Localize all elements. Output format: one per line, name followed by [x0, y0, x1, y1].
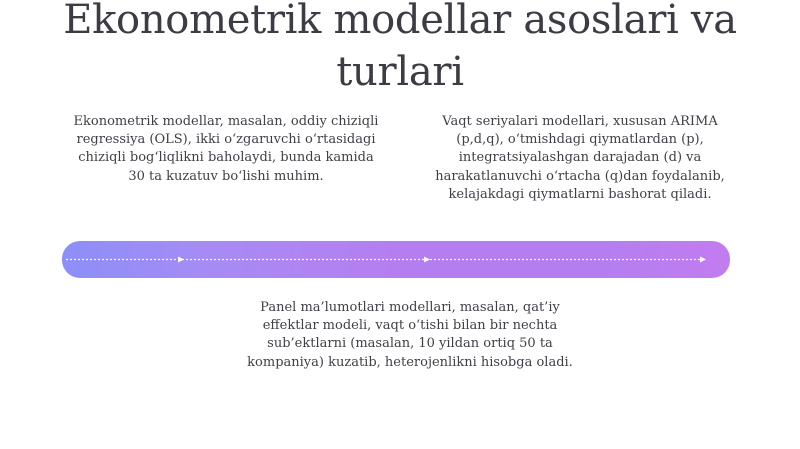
- arrow-right-icon: [700, 257, 706, 263]
- arrow-right-icon: [424, 257, 430, 263]
- timeline-line: [62, 241, 730, 278]
- slide-title: Ekonometrik modellar asoslari va turlari: [63, 0, 737, 95]
- ols-description: Ekonometrik modellar, masalan, oddiy chiziqli regressiya (OLS), ikki o‘zgaruvchi o‘rtasidagi chiziqli bog‘liqlikni baholaydi, bunda kamida 30 ta kuzatuv bo‘lishi muhim.: [73, 114, 379, 184]
- arrow-right-icon: [178, 257, 184, 263]
- panel-data-description: Panel ma’lumotlari modellari, masalan, qat’iy effektlar modeli, vaqt o‘tishi bilan bir nechta sub’ektlarni (masalan, 10 yildan ortiq 50 ta kompaniya) kuzatib, heterojenlikni hisobga oladi.: [247, 300, 573, 370]
- timeline-bar: [62, 241, 730, 278]
- arima-description: Vaqt seriyalari modellari, xususan ARIMA (p,d,q), o‘tmishdagi qiymatlardan (p), integratsiyalashgan darajadan (d) va harakatlanuvchi o‘rtacha (q)dan foydalanib, kelajakdagi qiymatlarni bashorat qiladi.: [435, 114, 725, 202]
